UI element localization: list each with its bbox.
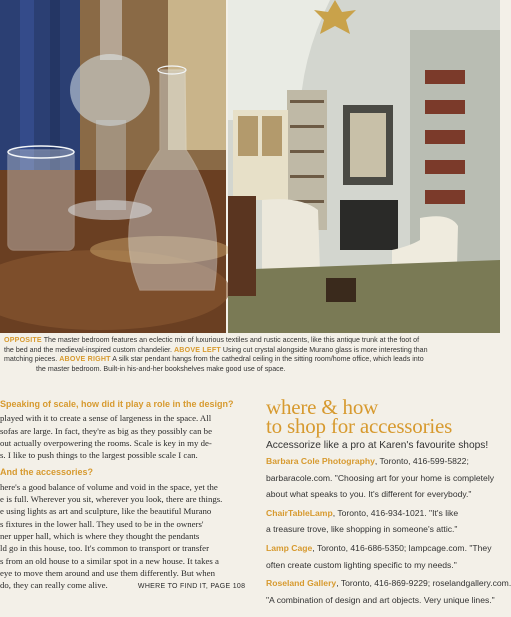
shop-name: Barbara Cole Photography [266, 456, 375, 466]
answer-line: s fixtures in the lower hall. They used to be in the owners' [0, 518, 204, 529]
shop-quote: about what speaks to you. It's different for everybody." [266, 489, 472, 500]
shop-entry [266, 540, 498, 573]
caption-text: The master bedroom features an eclectic mix of luxurious textiles and rustic accents, like this antique trunk at the foot of [43, 336, 420, 344]
answer-line: s. I like to push things to the largest possible scale I can. [0, 450, 198, 461]
question-heading: Speaking of scale, how did it play a role in the design? [0, 399, 234, 409]
caption-text: the bed and the medieval-inspired custom chandelier. [4, 345, 172, 354]
answer-line: s from an old house to a similar spot in a new house. It takes a [0, 555, 219, 566]
sitting-room-photo [228, 0, 500, 333]
caption-tag-above-left: ABOVE LEFT [173, 345, 221, 354]
shop-details: , Toronto, 416-934-1021. "It's like [332, 507, 459, 518]
answer-line: eye to move them around and use them differently. But when [0, 567, 215, 578]
shop-quote: barbaracole.com. "Choosing art for your home is completely [266, 472, 495, 483]
answer-line [0, 579, 246, 593]
shop-entry [266, 575, 511, 608]
caption-tag-above-right: ABOVE RIGHT [59, 355, 111, 364]
shop-details: , Toronto, 416-869-9229; roselandgallery.com. [336, 578, 511, 589]
answer-line: ld go in this house, too. It's common to transport or transfer [0, 543, 210, 554]
shop-quote: often create custom lighting specific to my needs." [266, 559, 457, 570]
sidebar-subtitle: Accessorize like a pro at Karen's favourite shops! [266, 440, 489, 451]
caption-text: matching pieces. [4, 355, 58, 364]
shopping-sidebar [266, 395, 511, 608]
shop-name: ChairTableLamp [266, 507, 333, 518]
caption-text: A silk star pendant hangs from the cathedral ceiling in the sitting room/home office, which leads into [112, 355, 424, 364]
answer-line: e is full. Wherever you sit, wherever you look, there are things. [0, 494, 223, 505]
shop-quote: a treasure trove, like shopping in someone's attic." [266, 524, 458, 535]
answer-line: played with it to create a sense of largeness in the space. All [0, 413, 212, 424]
answer-line: here's a good balance of volume and void in the space, yet the [0, 481, 218, 492]
shop-name: Roseland Gallery [266, 578, 337, 589]
shop-quote: "A combination of design and art objects. Very unique lines." [266, 594, 495, 605]
caption-text: Using cut crystal alongside Murano glass is more interesting than [222, 345, 428, 354]
shop-name: Lamp Cage [266, 542, 313, 553]
caption-text: the master bedroom. Built-in his-and-her bookshelves make good use of space. [36, 364, 286, 373]
sidebar-title-line: to shop for accessories [266, 414, 453, 438]
answer-line: ner upper hall, which is where they thought the pendants [0, 530, 200, 541]
answer-line: out actually overpowering the rooms. Scale is key in my de- [0, 437, 212, 448]
sidebar-title-line: where & how [266, 395, 379, 419]
answer-text: do, they can really come alive. [0, 580, 108, 591]
photo-caption [4, 336, 494, 374]
answer-line: sofas are large. In fact, they're as big as they possibly can be [0, 425, 212, 436]
glassware-photo [0, 0, 230, 333]
shop-entry [266, 505, 498, 538]
shop-details: , Toronto, 416-686-5350; lampcage.com. "They [312, 542, 492, 553]
answer-line: e using lights as art and sculpture, like the beautiful Murano [0, 506, 212, 517]
interview-column [0, 398, 246, 593]
question-heading: And the accessories? [0, 467, 94, 478]
shop-details: , Toronto, 416-599-5822; [374, 456, 469, 466]
page-reference: WHERE TO FIND IT, PAGE 108 [137, 583, 246, 591]
sidebar-title [266, 395, 498, 438]
caption-tag-opposite: OPPOSITE [4, 336, 42, 344]
shop-entry [266, 453, 498, 503]
